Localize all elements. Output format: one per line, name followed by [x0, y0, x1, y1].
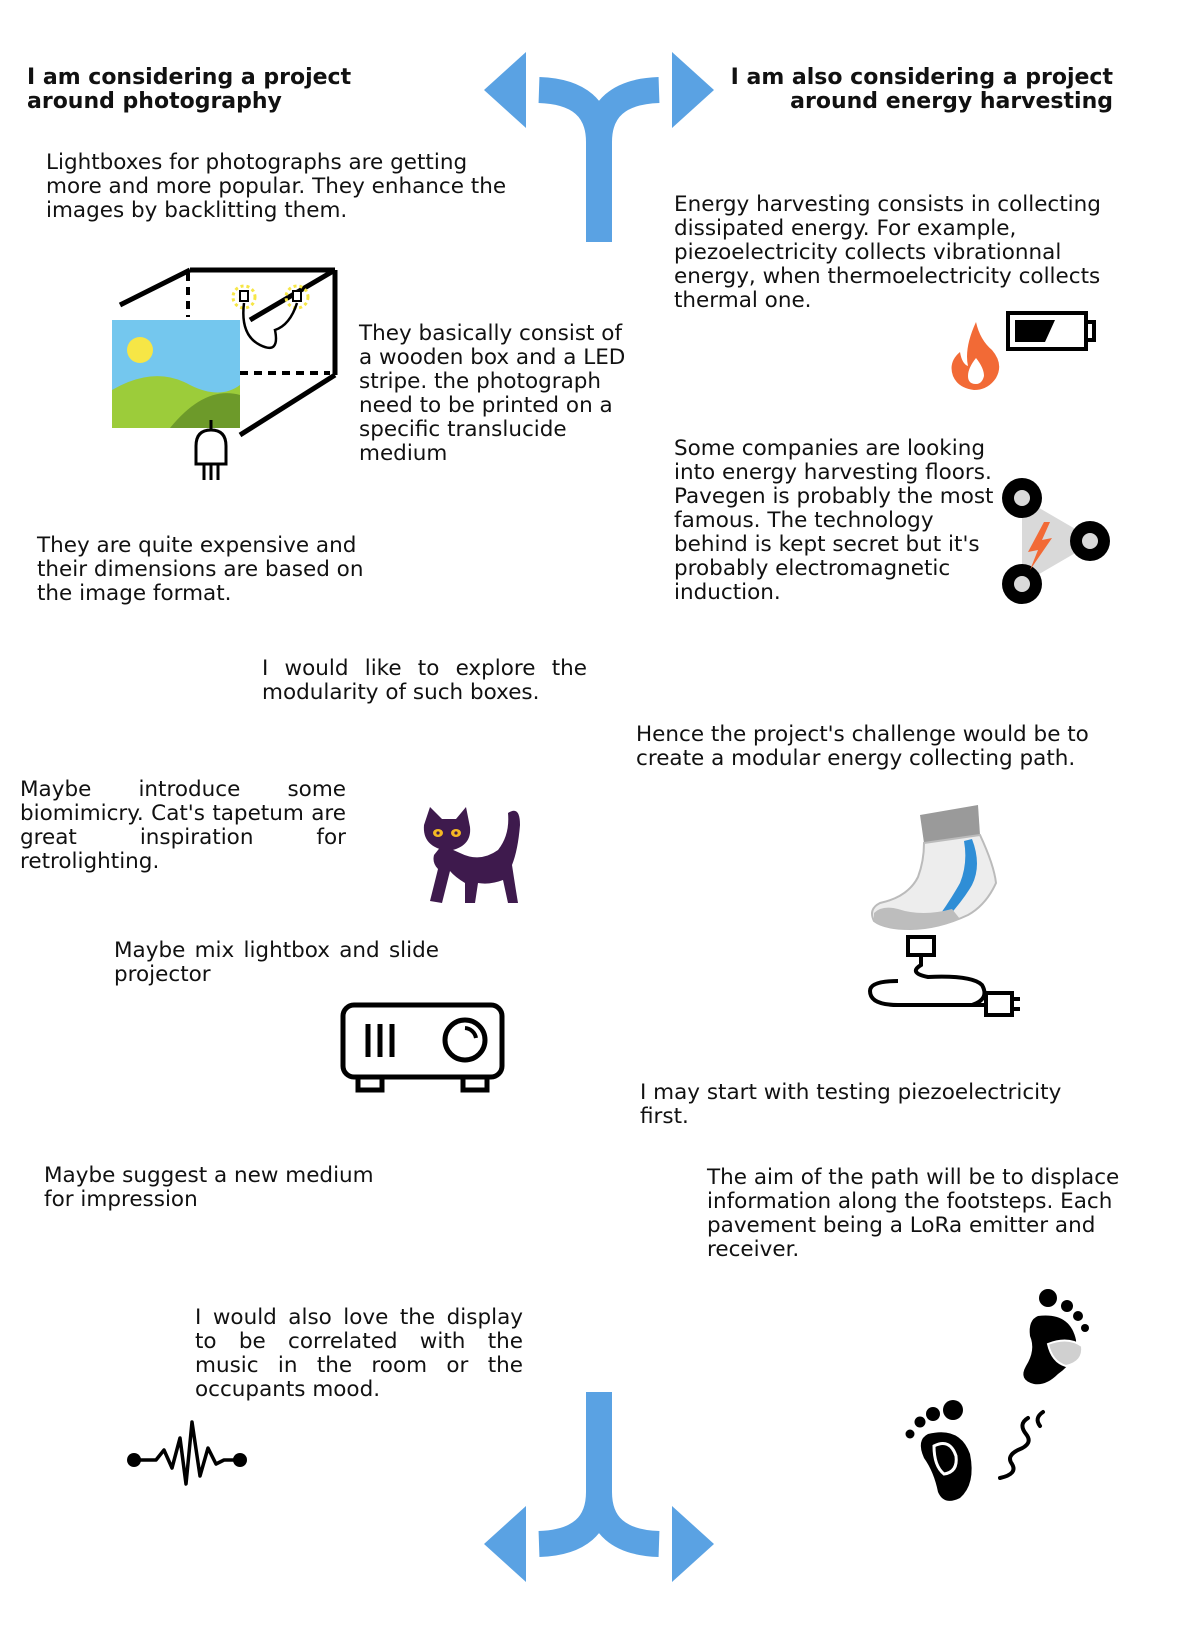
right-heading: I am also considering a project around energy harvesting — [730, 65, 1113, 114]
project-challenge: Hence the project's challenge would be to create a modular energy collecting path. — [636, 722, 1089, 771]
projector-icon — [340, 1002, 505, 1094]
modularity-note: I would like to explore the modularity of such boxes. — [262, 656, 587, 705]
music-note: I would also love the display to be correlated with the music in the room or the occupants mood. — [195, 1305, 523, 1402]
lightbox-cost: They are quite expensive and their dimensions are based on the image format. — [37, 533, 364, 606]
merge-arrow-icon — [484, 1392, 714, 1582]
left-heading: I am considering a project around photography — [27, 65, 352, 114]
battery-icon — [1005, 310, 1097, 352]
smart-sock-icon — [868, 805, 1028, 1027]
pavegen-logo-icon — [1002, 478, 1110, 604]
energy-intro: Energy harvesting consists in collecting dissipated energy. For example, piezoelectricity collects vibrationnal energy, when thermoelectricity collects thermal one. — [674, 192, 1101, 313]
medium-note: Maybe suggest a new medium for impression — [44, 1163, 374, 1212]
energy-floors: Some companies are looking into energy harvesting floors. Pavegen is probably the most famous. The technology behind is kept secret but it's probably electromagnetic induction. — [674, 436, 994, 605]
plug-icon — [193, 420, 229, 482]
lightbox-intro: Lightboxes for photographs are getting more and more popular. They enhance the images by backlitting them. — [46, 150, 507, 223]
cat-icon — [420, 805, 530, 915]
piezo-note: I may start with testing piezoelectricity first. — [640, 1080, 1062, 1129]
flame-icon — [950, 322, 1002, 390]
lightbox-icon — [110, 265, 340, 440]
projector-note: Maybe mix lightbox and slide projector — [114, 938, 439, 987]
path-aim: The aim of the path will be to displace information along the footsteps. Each pavement being a LoRa emitter and receiver. — [707, 1165, 1120, 1262]
lightbox-construction: They basically consist of a wooden box and a LED stripe. the photograph need to be printed on a specific translucide medium — [359, 321, 626, 466]
biomimicry-note: Maybe introduce some biomimicry. Cat's tapetum are great inspiration for retrolighting. — [20, 777, 346, 874]
waveform-icon — [126, 1418, 248, 1488]
footsteps-icon — [898, 1288, 1118, 1503]
